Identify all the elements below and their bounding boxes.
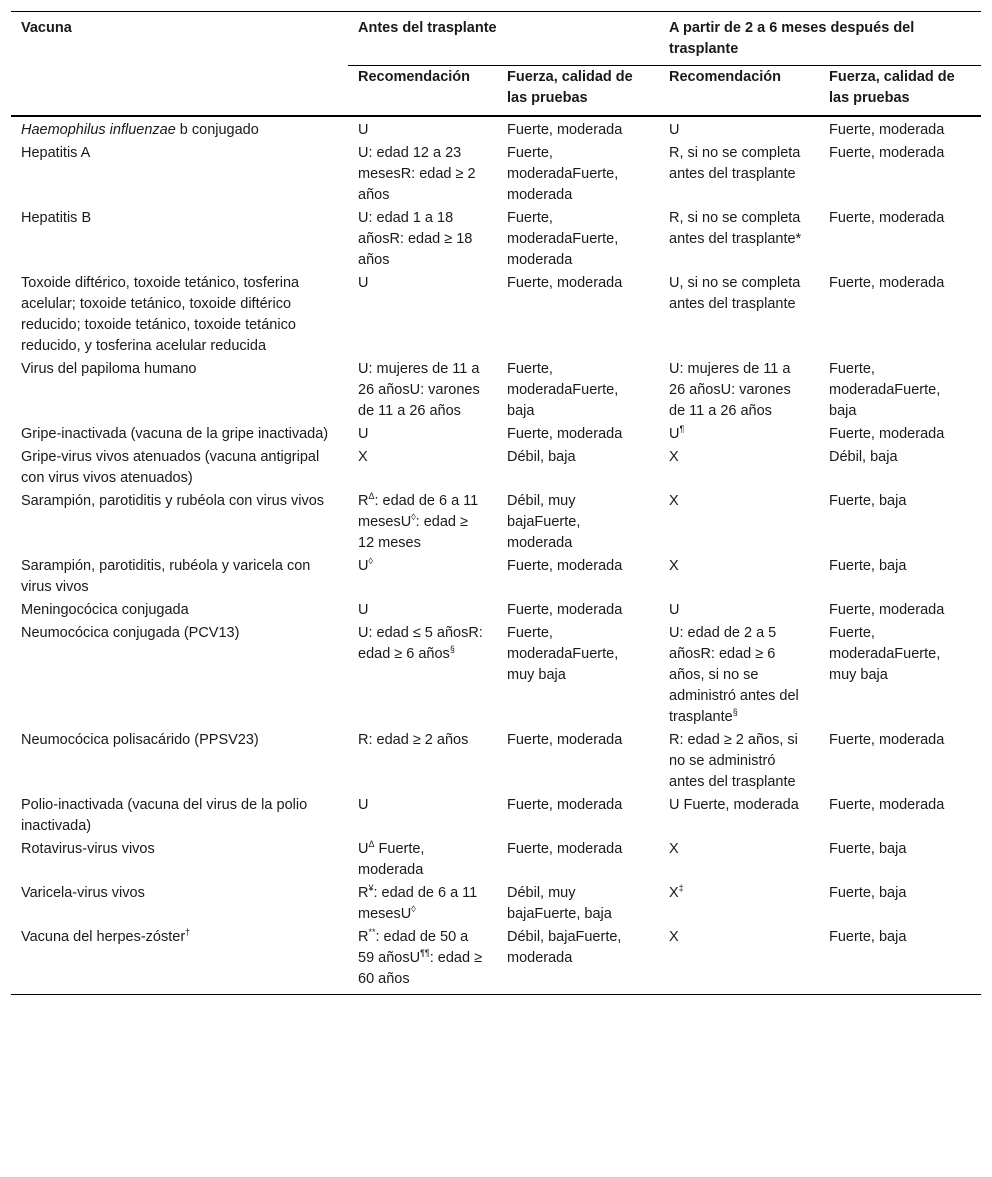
cell-rec-antes: U bbox=[358, 797, 369, 813]
cell-rec-despues: U, si no se completa antes del trasplante bbox=[669, 275, 801, 312]
cell-fuerza-antes: Débil, muy bajaFuerte, moderada bbox=[507, 493, 581, 551]
cell-vacuna: Haemophilus influenzae b conjugado bbox=[21, 122, 259, 138]
cell-vacuna: Sarampión, parotiditis y rubéola con virus vivos bbox=[21, 493, 325, 509]
cell-fuerza-despues: Fuerte, baja bbox=[829, 558, 907, 574]
cell-fuerza-despues: Fuerte, moderada bbox=[829, 145, 945, 161]
cell-fuerza-despues: Fuerte, moderada bbox=[829, 797, 945, 813]
cell-fuerza-antes: Fuerte, moderada bbox=[507, 841, 623, 857]
header-fuerza-despues: Fuerza, calidad de las pruebas bbox=[819, 66, 981, 117]
cell-fuerza-antes: Fuerte, moderada bbox=[507, 797, 623, 813]
cell-vacuna: Virus del papiloma humano bbox=[21, 361, 197, 377]
table-row bbox=[11, 446, 981, 490]
cell-fuerza-antes: Fuerte, moderada bbox=[507, 122, 623, 138]
cell-vacuna: Sarampión, parotiditis, rubéola y varicela con virus vivos bbox=[21, 558, 311, 595]
cell-vacuna: Gripe-inactivada (vacuna de la gripe inactivada) bbox=[21, 426, 329, 442]
cell-vacuna: Varicela-virus vivos bbox=[21, 885, 145, 901]
table-row bbox=[11, 207, 981, 272]
table-row bbox=[11, 599, 981, 622]
cell-rec-despues: X bbox=[669, 841, 679, 857]
cell-fuerza-antes: Fuerte, moderadaFuerte, muy baja bbox=[507, 625, 619, 683]
cell-fuerza-antes: Fuerte, moderada bbox=[507, 426, 623, 442]
table-row bbox=[11, 358, 981, 423]
table-row bbox=[11, 882, 981, 926]
cell-fuerza-antes: Fuerte, moderada bbox=[507, 275, 623, 291]
cell-rec-despues: U: mujeres de 11 a 26 añosU: varones de 11 a 26 años bbox=[669, 361, 791, 419]
cell-fuerza-antes: Fuerte, moderada bbox=[507, 732, 623, 748]
table-row bbox=[11, 838, 981, 882]
cell-vacuna: Meningocócica conjugada bbox=[21, 602, 189, 618]
cell-fuerza-despues: Fuerte, moderada bbox=[829, 732, 945, 748]
cell-rec-antes: U: edad 12 a 23 mesesR: edad ≥ 2 años bbox=[358, 145, 476, 203]
cell-fuerza-despues: Fuerte, moderada bbox=[829, 426, 945, 442]
cell-rec-despues: U: edad de 2 a 5 añosR: edad ≥ 6 años, si no se administró antes del trasplante§ bbox=[669, 625, 799, 725]
cell-vacuna: Neumocócica conjugada (PCV13) bbox=[21, 625, 240, 641]
table-row bbox=[11, 729, 981, 794]
vaccine-table bbox=[11, 11, 981, 995]
cell-fuerza-antes: Débil, muy bajaFuerte, baja bbox=[507, 885, 612, 922]
table-row bbox=[11, 272, 981, 358]
cell-fuerza-despues: Fuerte, moderada bbox=[829, 210, 945, 226]
cell-rec-antes: U bbox=[358, 122, 369, 138]
header-despues: A partir de 2 a 6 meses después del trasplante bbox=[659, 12, 981, 66]
table-row bbox=[11, 423, 981, 446]
cell-rec-antes: U bbox=[358, 426, 369, 442]
cell-fuerza-antes: Fuerte, moderadaFuerte, moderada bbox=[507, 145, 619, 203]
cell-fuerza-antes: Fuerte, moderada bbox=[507, 602, 623, 618]
header-recomendacion-despues: Recomendación bbox=[659, 66, 819, 117]
cell-fuerza-despues: Fuerte, baja bbox=[829, 841, 907, 857]
cell-vacuna: Vacuna del herpes-zóster† bbox=[11, 926, 348, 995]
cell-rec-despues: R, si no se completa antes del trasplante bbox=[669, 145, 801, 182]
header-fuerza-antes: Fuerza, calidad de las pruebas bbox=[497, 66, 659, 117]
cell-rec-antes: R: edad ≥ 2 años bbox=[358, 732, 469, 748]
cell-fuerza-antes: Débil, bajaFuerte, moderada bbox=[497, 926, 659, 995]
cell-rec-despues: X bbox=[659, 926, 819, 995]
cell-fuerza-despues: Débil, baja bbox=[829, 449, 898, 465]
cell-fuerza-antes: Débil, baja bbox=[507, 449, 576, 465]
cell-vacuna: Neumocócica polisacárido (PPSV23) bbox=[21, 732, 259, 748]
cell-fuerza-despues: Fuerte, moderada bbox=[829, 602, 945, 618]
cell-rec-despues: X bbox=[669, 449, 679, 465]
cell-rec-antes: $U^\Delta$ Fuerte, moderada bbox=[358, 839, 425, 878]
cell-vacuna: Polio-inactivada (vacuna del virus de la polio inactivada) bbox=[21, 797, 308, 834]
cell-fuerza-despues: Fuerte, moderada bbox=[829, 122, 945, 138]
table-row bbox=[11, 116, 981, 142]
header-antes: Antes del trasplante bbox=[348, 12, 659, 66]
cell-vacuna: Hepatitis B bbox=[21, 210, 92, 226]
cell-rec-antes: R¥: edad de 6 a 11 mesesU◊ bbox=[358, 883, 478, 922]
cell-vacuna: Toxoide diftérico, toxoide tetánico, tosferina acelular; toxoide tetánico, toxoide diftérico reducido; toxoide tetánico, toxoide tetánico reducido, y tosferina acelular reducida bbox=[21, 275, 300, 354]
cell-rec-despues: R: edad ≥ 2 años, si no se administró antes del trasplante bbox=[669, 732, 798, 790]
cell-fuerza-despues: Fuerte, baja bbox=[819, 926, 981, 995]
cell-rec-antes: U bbox=[358, 275, 369, 291]
cell-rec-despues: R, si no se completa antes del trasplante* bbox=[669, 210, 802, 247]
cell-fuerza-despues: Fuerte, baja bbox=[829, 493, 907, 509]
cell-rec-antes: U◊ bbox=[358, 556, 373, 574]
cell-fuerza-despues: Fuerte, moderadaFuerte, muy baja bbox=[829, 625, 941, 683]
cell-fuerza-despues: Fuerte, moderadaFuerte, baja bbox=[829, 361, 941, 419]
cell-rec-despues: U bbox=[669, 122, 680, 138]
cell-vacuna: Hepatitis A bbox=[21, 145, 91, 161]
cell-rec-antes: R**: edad de 50 a 59 añosU¶¶: edad ≥ 60 años bbox=[348, 926, 497, 995]
table-body bbox=[11, 116, 981, 995]
cell-rec-antes: $R^\Delta$: edad de 6 a 11 mesesU◊: edad ≥ 12 meses bbox=[358, 491, 479, 551]
table-row bbox=[11, 926, 981, 995]
table-row bbox=[11, 794, 981, 838]
cell-fuerza-despues: Fuerte, moderada bbox=[829, 275, 945, 291]
header-recomendacion-antes: Recomendación bbox=[348, 66, 497, 117]
cell-rec-despues: X bbox=[669, 493, 679, 509]
cell-rec-despues: U Fuerte, moderada bbox=[669, 797, 799, 813]
table-row bbox=[11, 555, 981, 599]
table-row bbox=[11, 142, 981, 207]
cell-vacuna: Rotavirus-virus vivos bbox=[21, 841, 155, 857]
header-vacuna: Vacuna bbox=[11, 12, 348, 117]
cell-rec-despues: X bbox=[669, 558, 679, 574]
table-row bbox=[11, 622, 981, 729]
table-row bbox=[11, 490, 981, 555]
cell-vacuna: Gripe-virus vivos atenuados (vacuna antigripal con virus vivos atenuados) bbox=[21, 449, 320, 486]
cell-rec-despues: U¶ bbox=[669, 424, 685, 442]
cell-fuerza-antes: Fuerte, moderadaFuerte, moderada bbox=[507, 210, 619, 268]
cell-fuerza-antes: Fuerte, moderadaFuerte, baja bbox=[507, 361, 619, 419]
cell-rec-antes: U: edad 1 a 18 añosR: edad ≥ 18 años bbox=[358, 210, 473, 268]
cell-rec-despues: X‡ bbox=[669, 883, 684, 901]
cell-rec-antes: U bbox=[358, 602, 369, 618]
cell-rec-antes: U: mujeres de 11 a 26 añosU: varones de 11 a 26 años bbox=[358, 361, 480, 419]
cell-fuerza-despues: Fuerte, baja bbox=[829, 885, 907, 901]
table-header bbox=[11, 12, 981, 117]
cell-rec-antes: U: edad ≤ 5 añosR: edad ≥ 6 años§ bbox=[358, 625, 483, 662]
cell-rec-despues: U bbox=[669, 602, 680, 618]
cell-rec-antes: X bbox=[358, 449, 368, 465]
cell-fuerza-antes: Fuerte, moderada bbox=[507, 558, 623, 574]
